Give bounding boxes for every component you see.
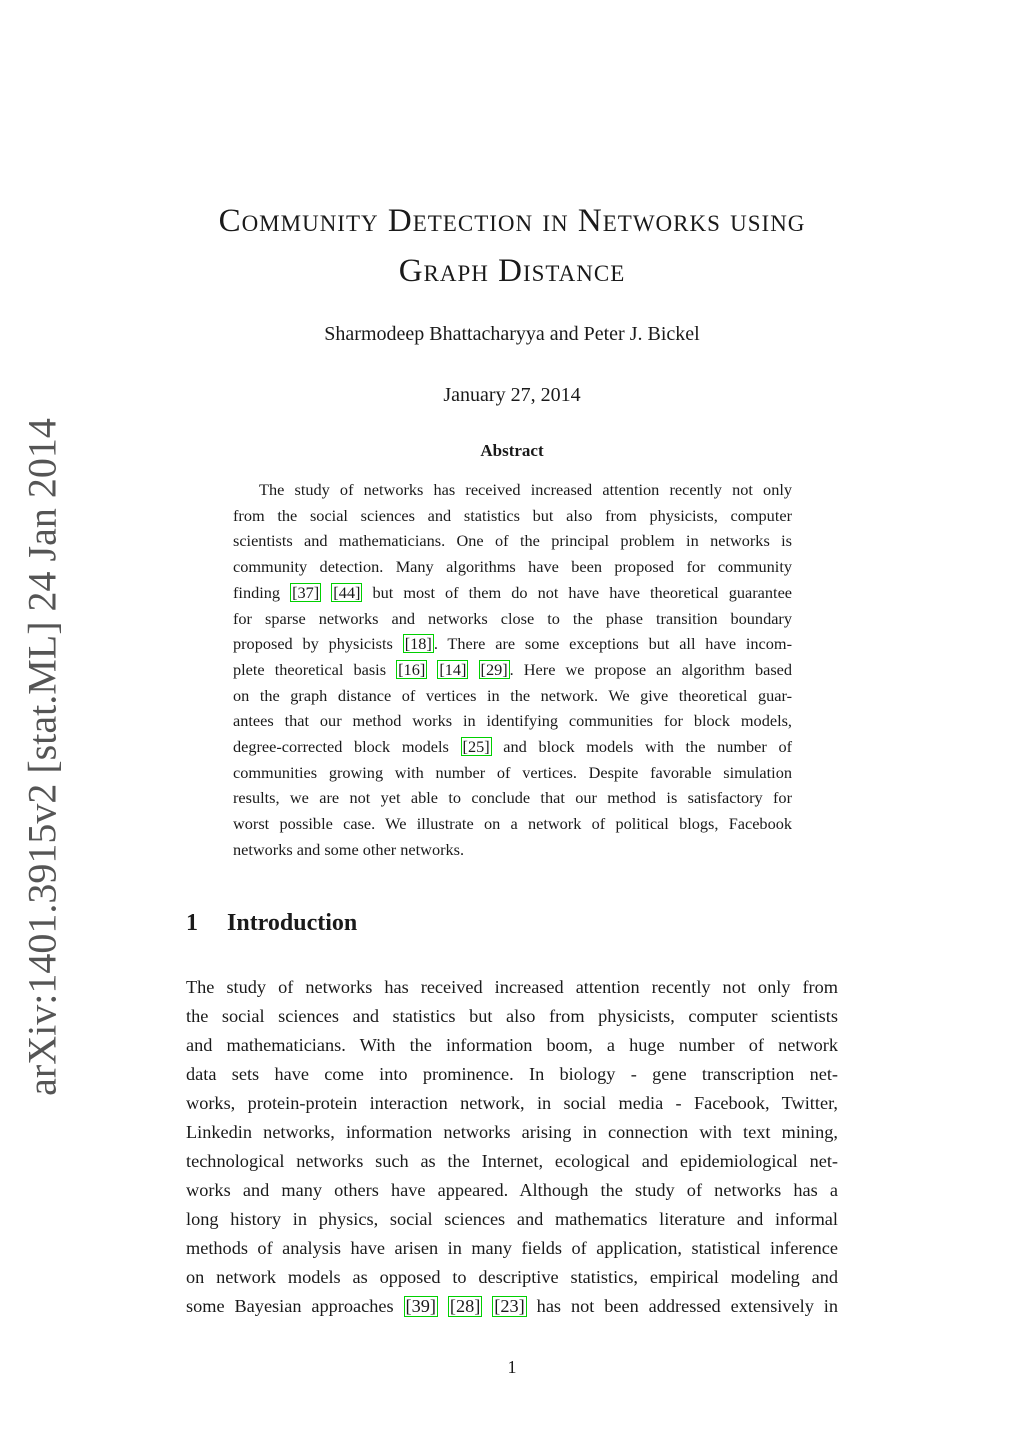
abstract-text: finding — [233, 582, 281, 602]
abstract-text: degree-corrected block models — [233, 737, 449, 757]
citation-link[interactable]: [25] — [462, 737, 490, 757]
citation-link[interactable]: [18] — [404, 634, 432, 654]
title-line-2: Graph Distance — [398, 253, 626, 289]
abstract-text: but most of them do not have have theoretical guarantee — [372, 582, 793, 602]
body-line: long history in physics, social sciences and mathematics literature and informal — [186, 1209, 838, 1229]
citation-link[interactable]: [28] — [449, 1296, 481, 1316]
citation-link[interactable]: [16] — [398, 659, 426, 679]
abstract-line: The study of networks has received increased attention recently not only — [259, 480, 792, 499]
citation-link[interactable]: [14] — [439, 659, 467, 679]
abstract-line: networks and some other networks. — [233, 839, 465, 859]
abstract-line: antees that our method works in identifying communities for block models, — [233, 711, 792, 731]
body-text: has not been addressed extensively in — [536, 1296, 838, 1316]
date: January 27, 2014 — [443, 384, 581, 406]
paper-title — [150, 196, 874, 296]
body-line: on network models as opposed to descriptive statistics, empirical modeling and — [186, 1267, 838, 1287]
section-title: Introduction — [227, 910, 358, 936]
abstract-line: from the social sciences and statistics but also from physicists, computer — [233, 505, 792, 525]
abstract-line — [233, 631, 792, 657]
abstract-line: scientists and mathematicians. One of the principal problem in networks is — [233, 531, 792, 551]
citation-link[interactable]: [29] — [480, 659, 508, 679]
citation-link[interactable]: [37] — [292, 582, 320, 602]
abstract-text: and block models with the number of — [503, 737, 793, 757]
body-text: some Bayesian approaches — [186, 1296, 394, 1316]
abstract-line — [233, 734, 792, 760]
abstract-line: for sparse networks and networks close to the phase transition boundary — [233, 608, 792, 628]
intro-body — [186, 973, 838, 1321]
body-line: the social sciences and statistics but also from physicists, computer scientists — [186, 1006, 838, 1026]
body-line: technological networks such as the Internet, ecological and epidemiological net- — [186, 1151, 838, 1171]
abstract-line — [233, 657, 792, 683]
body-line — [186, 1292, 838, 1321]
abstract-line: communities growing with number of vertices. Despite favorable simulation — [233, 762, 792, 782]
abstract-line: community detection. Many algorithms have been proposed for community — [233, 557, 792, 577]
abstract-text: . Here we propose an algorithm based — [509, 659, 793, 679]
abstract-text: proposed by physicists — [233, 634, 393, 654]
abstract-heading: Abstract — [480, 441, 544, 460]
abstract-line: worst possible case. We illustrate on a network of political blogs, Facebook — [233, 814, 792, 834]
section-heading — [186, 910, 357, 937]
body-line: Linkedin networks, information networks arising in connection with text mining, — [186, 1122, 838, 1142]
arxiv-side-label: arXiv:1401.3915v2 [stat.ML] 24 Jan 2014 — [19, 418, 65, 1096]
section-number: 1 — [186, 910, 198, 936]
title-line-1: Community Detection in Networks using — [218, 203, 806, 239]
page-number: 1 — [507, 1357, 517, 1377]
abstract-text: plete theoretical basis — [233, 659, 387, 679]
authors: Sharmodeep Bhattacharyya and Peter J. Bickel — [324, 323, 700, 345]
abstract-line: results, we are not yet able to conclude that our method is satisfactory for — [233, 788, 792, 808]
citation-link[interactable]: [39] — [405, 1296, 437, 1316]
citation-link[interactable]: [44] — [333, 582, 361, 602]
abstract-text: . There are some exceptions but all have incom- — [433, 634, 792, 654]
body-line: The study of networks has received increased attention recently not only from — [186, 977, 838, 997]
body-line: works and many others have appeared. Although the study of networks has a — [186, 1180, 838, 1200]
body-line: data sets have come into prominence. In biology - gene transcription net- — [186, 1064, 838, 1084]
abstract-line: on the graph distance of vertices in the network. We give theoretical guar- — [233, 685, 792, 705]
body-line: works, protein-protein interaction network, in social media - Facebook, Twitter, — [186, 1093, 838, 1113]
abstract-line — [233, 580, 792, 606]
body-line: and mathematicians. With the information boom, a huge number of network — [186, 1035, 838, 1055]
citation-link[interactable]: [23] — [494, 1296, 525, 1316]
abstract-body — [233, 477, 792, 863]
body-line: methods of analysis have arisen in many fields of application, statistical inference — [186, 1238, 838, 1258]
